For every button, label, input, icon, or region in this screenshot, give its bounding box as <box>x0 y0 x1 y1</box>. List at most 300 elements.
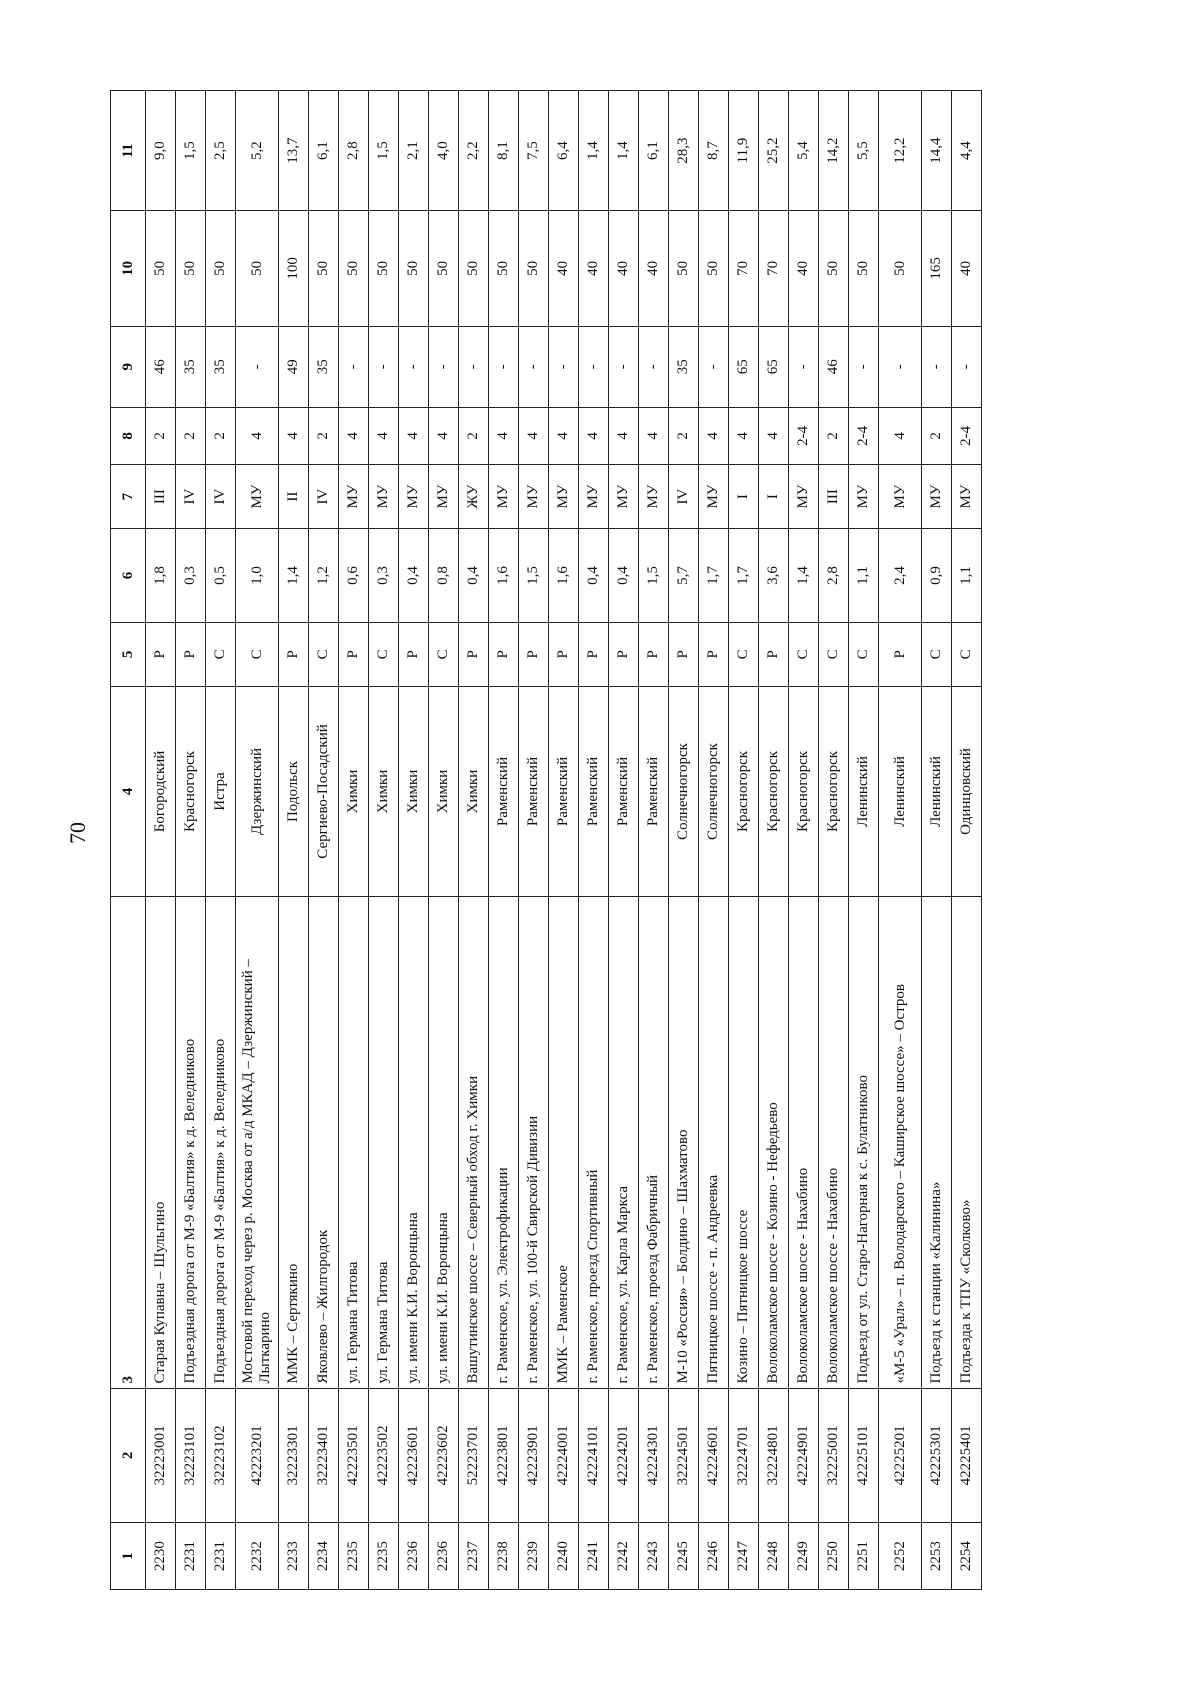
table-cell-col-11: 6,1 <box>309 91 339 211</box>
header-col-2: 2 <box>111 1388 146 1523</box>
table-cell-col-9: - <box>579 326 609 407</box>
table-cell-col-1: 2235 <box>339 1523 369 1590</box>
table-cell-col-10: 70 <box>729 211 759 326</box>
table-cell-col-7: МУ <box>549 464 579 528</box>
table-cell-col-3: Мостовой переход через р. Москва от а/д МКАД – Дзержинский – Лыткарино <box>236 896 279 1388</box>
table-cell-col-5: С <box>236 622 279 686</box>
table-cell-col-3: Подъездная дорога от М-9 «Балтия» к д. Веледниково <box>206 896 236 1388</box>
table-cell-col-2: 42223602 <box>429 1388 459 1523</box>
table-cell-col-4: Красногорск <box>729 687 759 897</box>
table-cell-col-10: 50 <box>519 211 549 326</box>
table-cell-col-3: Подъезда к ТПУ «Сколково» <box>952 896 982 1388</box>
table-cell-col-7: МУ <box>489 464 519 528</box>
page-number: 70 <box>65 822 90 844</box>
table-cell-col-1: 2248 <box>759 1523 789 1590</box>
table-cell-col-11: 5,5 <box>849 91 879 211</box>
table-cell-col-5: С <box>309 622 339 686</box>
table-cell-col-4: Раменский <box>549 687 579 897</box>
table-cell-col-10: 50 <box>699 211 729 326</box>
table-cell-col-1: 2241 <box>579 1523 609 1590</box>
table-cell-col-3: Козино – Пятницкое шоссе <box>729 896 759 1388</box>
table-cell-col-11: 1,4 <box>609 91 639 211</box>
table-cell-col-7: МУ <box>339 464 369 528</box>
table-row <box>519 91 549 1590</box>
table-cell-col-2: 32223102 <box>206 1388 236 1523</box>
table-cell-col-3: Старая Купавна – Шульгино <box>146 896 176 1388</box>
table-cell-col-5: С <box>849 622 879 686</box>
table-cell-col-6: 1,5 <box>519 529 549 622</box>
table-cell-col-8: 4 <box>729 407 759 464</box>
table-cell-col-9: 35 <box>669 326 699 407</box>
table-cell-col-1: 2233 <box>279 1523 309 1590</box>
table-cell-col-3: Вашутинское шоссе – Северный обход г. Химки <box>459 896 489 1388</box>
table-cell-col-2: 32223301 <box>279 1388 309 1523</box>
table-cell-col-5: С <box>369 622 399 686</box>
table-cell-col-8: 2 <box>669 407 699 464</box>
table-cell-col-9: 35 <box>206 326 236 407</box>
table-cell-col-6: 0,3 <box>176 529 206 622</box>
table-cell-col-5: Р <box>279 622 309 686</box>
table-cell-col-2: 42224101 <box>579 1388 609 1523</box>
table-cell-col-7: IV <box>669 464 699 528</box>
table-row <box>309 91 339 1590</box>
table-cell-col-3: Волоколамское шоссе - Нахабино <box>819 896 849 1388</box>
table-cell-col-4: Химки <box>399 687 429 897</box>
table-cell-col-3: г. Раменское, ул. Карла Маркса <box>609 896 639 1388</box>
table-cell-col-11: 13,7 <box>279 91 309 211</box>
table-cell-col-3: ул. Германа Титова <box>369 896 399 1388</box>
table-row <box>279 91 309 1590</box>
table-cell-col-2: 42224001 <box>549 1388 579 1523</box>
table-cell-col-3: Подъезд от ул. Старо-Нагорная к с. Булатниково <box>849 896 879 1388</box>
table-cell-col-6: 2,4 <box>879 529 922 622</box>
table-cell-col-7: I <box>759 464 789 528</box>
table-row <box>669 91 699 1590</box>
table-row <box>339 91 369 1590</box>
table-cell-col-11: 1,5 <box>176 91 206 211</box>
table-row <box>459 91 489 1590</box>
table-cell-col-8: 2-4 <box>789 407 819 464</box>
table-cell-col-9: 49 <box>279 326 309 407</box>
table-cell-col-1: 2250 <box>819 1523 849 1590</box>
table-cell-col-1: 2239 <box>519 1523 549 1590</box>
table-cell-col-6: 3,6 <box>759 529 789 622</box>
table-cell-col-9: - <box>489 326 519 407</box>
table-cell-col-7: МУ <box>879 464 922 528</box>
table-cell-col-11: 8,1 <box>489 91 519 211</box>
table-cell-col-8: 2 <box>819 407 849 464</box>
table-cell-col-2: 42225101 <box>849 1388 879 1523</box>
table-cell-col-4: Красногорск <box>176 687 206 897</box>
table-cell-col-4: Солнечногорск <box>669 687 699 897</box>
table-cell-col-11: 8,7 <box>699 91 729 211</box>
table-cell-col-11: 1,5 <box>369 91 399 211</box>
table-cell-col-7: МУ <box>699 464 729 528</box>
header-col-6: 6 <box>111 529 146 622</box>
table-cell-col-4: Раменский <box>639 687 669 897</box>
table-cell-col-6: 1,2 <box>309 529 339 622</box>
table-cell-col-4: Раменский <box>519 687 549 897</box>
table-cell-col-4: Дзержинский <box>236 687 279 897</box>
table-cell-col-8: 4 <box>579 407 609 464</box>
table-cell-col-4: Химки <box>459 687 489 897</box>
table-cell-col-11: 6,4 <box>549 91 579 211</box>
table-cell-col-4: Богородский <box>146 687 176 897</box>
table-cell-col-4: Солнечногорск <box>699 687 729 897</box>
table-cell-col-4: Ленинский <box>879 687 922 897</box>
table-cell-col-1: 2237 <box>459 1523 489 1590</box>
table-cell-col-4: Истра <box>206 687 236 897</box>
table-header-row <box>111 91 146 1590</box>
table-cell-col-7: МУ <box>369 464 399 528</box>
table-cell-col-9: 35 <box>176 326 206 407</box>
table-row <box>176 91 206 1590</box>
table-cell-col-10: 50 <box>879 211 922 326</box>
table-cell-col-3: ММК – Раменское <box>549 896 579 1388</box>
table-cell-col-4: Раменский <box>579 687 609 897</box>
header-col-4: 4 <box>111 687 146 897</box>
table-cell-col-11: 1,4 <box>579 91 609 211</box>
table-cell-col-9: - <box>639 326 669 407</box>
table-cell-col-5: С <box>922 622 952 686</box>
table-cell-col-1: 2243 <box>639 1523 669 1590</box>
table-cell-col-7: МУ <box>639 464 669 528</box>
table-cell-col-3: М-10 «Россия» – Болдино – Шахматово <box>669 896 699 1388</box>
table-cell-col-10: 40 <box>549 211 579 326</box>
table-cell-col-7: IV <box>176 464 206 528</box>
table-cell-col-2: 32225001 <box>819 1388 849 1523</box>
table-cell-col-8: 2 <box>922 407 952 464</box>
table-cell-col-9: 46 <box>146 326 176 407</box>
table-row <box>146 91 176 1590</box>
table-cell-col-8: 2 <box>309 407 339 464</box>
table-cell-col-5: Р <box>339 622 369 686</box>
table-cell-col-6: 1,0 <box>236 529 279 622</box>
table-cell-col-7: II <box>279 464 309 528</box>
table-cell-col-6: 1,5 <box>639 529 669 622</box>
table-cell-col-3: «М-5 «Урал» – п. Володарского – Каширское шоссе» – Остров <box>879 896 922 1388</box>
table-cell-col-5: Р <box>699 622 729 686</box>
table-cell-col-4: Раменский <box>489 687 519 897</box>
table-cell-col-4: Ленинский <box>922 687 952 897</box>
table-cell-col-6: 0,9 <box>922 529 952 622</box>
table-cell-col-6: 1,6 <box>549 529 579 622</box>
table-row <box>849 91 879 1590</box>
table-cell-col-1: 2236 <box>429 1523 459 1590</box>
table-cell-col-6: 0,8 <box>429 529 459 622</box>
table-cell-col-2: 42224901 <box>789 1388 819 1523</box>
table-cell-col-11: 5,4 <box>789 91 819 211</box>
table-cell-col-9: - <box>922 326 952 407</box>
table-cell-col-2: 32223401 <box>309 1388 339 1523</box>
table-cell-col-9: - <box>879 326 922 407</box>
table-cell-col-8: 4 <box>489 407 519 464</box>
table-cell-col-6: 1,4 <box>789 529 819 622</box>
header-col-10: 10 <box>111 211 146 326</box>
table-cell-col-9: - <box>699 326 729 407</box>
table-cell-col-10: 40 <box>579 211 609 326</box>
table-row <box>369 91 399 1590</box>
table-cell-col-5: Р <box>639 622 669 686</box>
table-cell-col-10: 40 <box>789 211 819 326</box>
table-cell-col-4: Химки <box>429 687 459 897</box>
table-cell-col-2: 32224701 <box>729 1388 759 1523</box>
table-cell-col-4: Ленинский <box>849 687 879 897</box>
table-cell-col-7: МУ <box>849 464 879 528</box>
table-cell-col-1: 2245 <box>669 1523 699 1590</box>
table-cell-col-11: 5,2 <box>236 91 279 211</box>
table-cell-col-9: - <box>849 326 879 407</box>
header-col-5: 5 <box>111 622 146 686</box>
table-cell-col-10: 50 <box>309 211 339 326</box>
table-cell-col-5: Р <box>176 622 206 686</box>
table-cell-col-3: Яковлево – Жилгородок <box>309 896 339 1388</box>
table-cell-col-10: 40 <box>609 211 639 326</box>
table-cell-col-2: 52223701 <box>459 1388 489 1523</box>
table-cell-col-10: 50 <box>399 211 429 326</box>
table-cell-col-6: 0,3 <box>369 529 399 622</box>
table-cell-col-7: IV <box>206 464 236 528</box>
table-cell-col-7: МУ <box>579 464 609 528</box>
table-cell-col-3: Пятницкое шоссе - п. Андреевка <box>699 896 729 1388</box>
table-row <box>922 91 952 1590</box>
table-cell-col-2: 42224301 <box>639 1388 669 1523</box>
table-cell-col-9: - <box>369 326 399 407</box>
table-cell-col-6: 1,7 <box>699 529 729 622</box>
table-cell-col-8: 2 <box>206 407 236 464</box>
table-cell-col-4: Химки <box>339 687 369 897</box>
table-cell-col-7: IV <box>309 464 339 528</box>
table-cell-col-8: 4 <box>639 407 669 464</box>
table-cell-col-8: 2-4 <box>952 407 982 464</box>
table-cell-col-9: - <box>609 326 639 407</box>
table-cell-col-8: 4 <box>236 407 279 464</box>
table-cell-col-7: МУ <box>519 464 549 528</box>
header-col-11: 11 <box>111 91 146 211</box>
table-cell-col-2: 42223201 <box>236 1388 279 1523</box>
table-row <box>399 91 429 1590</box>
table-cell-col-1: 2235 <box>369 1523 399 1590</box>
table-cell-col-5: С <box>952 622 982 686</box>
table-cell-col-5: Р <box>759 622 789 686</box>
table-cell-col-11: 7,5 <box>519 91 549 211</box>
table-cell-col-3: г. Раменское, ул. 100-й Свирской Дивизии <box>519 896 549 1388</box>
table-cell-col-11: 12,2 <box>879 91 922 211</box>
table-cell-col-3: г. Раменское, проезд Фабричный <box>639 896 669 1388</box>
table-cell-col-11: 2,2 <box>459 91 489 211</box>
table-cell-col-1: 2236 <box>399 1523 429 1590</box>
table-cell-col-8: 4 <box>369 407 399 464</box>
table-cell-col-7: МУ <box>922 464 952 528</box>
table-cell-col-1: 2249 <box>789 1523 819 1590</box>
table-cell-col-10: 100 <box>279 211 309 326</box>
table-cell-col-4: Красногорск <box>759 687 789 897</box>
table-cell-col-10: 50 <box>489 211 519 326</box>
table-cell-col-4: Красногорск <box>789 687 819 897</box>
table-cell-col-1: 2246 <box>699 1523 729 1590</box>
header-col-1: 1 <box>111 1523 146 1590</box>
table-cell-col-5: Р <box>579 622 609 686</box>
table-cell-col-9: 65 <box>759 326 789 407</box>
table-cell-col-7: III <box>146 464 176 528</box>
table-cell-col-10: 50 <box>176 211 206 326</box>
table-cell-col-8: 4 <box>879 407 922 464</box>
table-cell-col-10: 50 <box>669 211 699 326</box>
table-cell-col-10: 50 <box>849 211 879 326</box>
table-row <box>952 91 982 1590</box>
table-cell-col-8: 2 <box>146 407 176 464</box>
table-cell-col-5: Р <box>609 622 639 686</box>
header-col-9: 9 <box>111 326 146 407</box>
table-cell-col-11: 4,0 <box>429 91 459 211</box>
table-cell-col-1: 2230 <box>146 1523 176 1590</box>
table-cell-col-4: Химки <box>369 687 399 897</box>
table-cell-col-6: 1,1 <box>952 529 982 622</box>
table-cell-col-6: 0,4 <box>609 529 639 622</box>
table-cell-col-3: ММК – Сертякино <box>279 896 309 1388</box>
table-cell-col-9: - <box>399 326 429 407</box>
table-row <box>759 91 789 1590</box>
table-cell-col-2: 42223901 <box>519 1388 549 1523</box>
table-cell-col-11: 9,0 <box>146 91 176 211</box>
table-row <box>609 91 639 1590</box>
table-cell-col-1: 2240 <box>549 1523 579 1590</box>
table-cell-col-5: С <box>789 622 819 686</box>
table-cell-col-2: 42224201 <box>609 1388 639 1523</box>
table-cell-col-3: Волоколамское шоссе - Козино - Нефедьево <box>759 896 789 1388</box>
table-cell-col-10: 40 <box>952 211 982 326</box>
table-cell-col-9: 46 <box>819 326 849 407</box>
table-cell-col-9: - <box>549 326 579 407</box>
table-cell-col-2: 32223001 <box>146 1388 176 1523</box>
table-cell-col-9: - <box>952 326 982 407</box>
table-cell-col-11: 11,9 <box>729 91 759 211</box>
table-row <box>236 91 279 1590</box>
table-cell-col-11: 2,1 <box>399 91 429 211</box>
table-row <box>489 91 519 1590</box>
table-cell-col-1: 2254 <box>952 1523 982 1590</box>
table-cell-col-9: 35 <box>309 326 339 407</box>
table-cell-col-6: 0,4 <box>579 529 609 622</box>
table-cell-col-2: 42223501 <box>339 1388 369 1523</box>
table-cell-col-6: 1,6 <box>489 529 519 622</box>
table-cell-col-2: 32224501 <box>669 1388 699 1523</box>
table-cell-col-5: Р <box>459 622 489 686</box>
table-cell-col-1: 2231 <box>206 1523 236 1590</box>
table-cell-col-10: 50 <box>459 211 489 326</box>
table-cell-col-8: 4 <box>399 407 429 464</box>
table-cell-col-1: 2234 <box>309 1523 339 1590</box>
table-cell-col-3: Подъездная дорога от М-9 «Балтия» к д. Веледниково <box>176 896 206 1388</box>
table-cell-col-10: 40 <box>639 211 669 326</box>
table-cell-col-5: Р <box>669 622 699 686</box>
table-cell-col-7: I <box>729 464 759 528</box>
table-cell-col-8: 4 <box>609 407 639 464</box>
table-cell-col-3: ул. имени К.И. Воронцына <box>429 896 459 1388</box>
table-cell-col-11: 6,1 <box>639 91 669 211</box>
table-row <box>819 91 849 1590</box>
table-cell-col-11: 2,8 <box>339 91 369 211</box>
table-cell-col-5: Р <box>489 622 519 686</box>
table-cell-col-4: Подольск <box>279 687 309 897</box>
table-cell-col-3: Волоколамское шоссе - Нахабино <box>789 896 819 1388</box>
table-cell-col-9: - <box>789 326 819 407</box>
table-cell-col-7: МУ <box>952 464 982 528</box>
table-cell-col-11: 2,5 <box>206 91 236 211</box>
table-cell-col-1: 2253 <box>922 1523 952 1590</box>
table-cell-col-2: 42223502 <box>369 1388 399 1523</box>
header-col-7: 7 <box>111 464 146 528</box>
table-cell-col-3: г. Раменское, проезд Спортивный <box>579 896 609 1388</box>
table-cell-col-2: 42223801 <box>489 1388 519 1523</box>
table-cell-col-6: 1,7 <box>729 529 759 622</box>
table-cell-col-1: 2231 <box>176 1523 206 1590</box>
table-body <box>146 91 982 1590</box>
table-cell-col-4: Красногорск <box>819 687 849 897</box>
table-cell-col-5: Р <box>519 622 549 686</box>
table-cell-col-3: г. Раменское, ул. Электрофикации <box>489 896 519 1388</box>
table-cell-col-3: ул. Германа Титова <box>339 896 369 1388</box>
table-cell-col-4: Сергиево-Посадский <box>309 687 339 897</box>
table-cell-col-6: 0,4 <box>399 529 429 622</box>
table-row <box>639 91 669 1590</box>
table-cell-col-10: 50 <box>429 211 459 326</box>
table-row <box>579 91 609 1590</box>
table-cell-col-6: 0,5 <box>206 529 236 622</box>
table-cell-col-8: 4 <box>759 407 789 464</box>
table-cell-col-7: МУ <box>429 464 459 528</box>
table-cell-col-10: 50 <box>236 211 279 326</box>
table-row <box>699 91 729 1590</box>
table-cell-col-11: 14,4 <box>922 91 952 211</box>
header-col-8: 8 <box>111 407 146 464</box>
table-cell-col-9: - <box>429 326 459 407</box>
table-cell-col-6: 1,4 <box>279 529 309 622</box>
table-cell-col-11: 14,2 <box>819 91 849 211</box>
table-cell-col-6: 0,4 <box>459 529 489 622</box>
table-cell-col-1: 2238 <box>489 1523 519 1590</box>
table-cell-col-4: Одинцовский <box>952 687 982 897</box>
table-cell-col-6: 1,1 <box>849 529 879 622</box>
table-cell-col-7: МУ <box>399 464 429 528</box>
table-cell-col-6: 1,8 <box>146 529 176 622</box>
table-cell-col-5: С <box>206 622 236 686</box>
table-cell-col-8: 4 <box>519 407 549 464</box>
table-cell-col-5: С <box>819 622 849 686</box>
table-row <box>879 91 922 1590</box>
table-cell-col-9: - <box>459 326 489 407</box>
table-cell-col-3: Подъезд к станции «Калинина» <box>922 896 952 1388</box>
table-cell-col-7: III <box>819 464 849 528</box>
table-cell-col-2: 32223101 <box>176 1388 206 1523</box>
table-row <box>429 91 459 1590</box>
table-cell-col-11: 4,4 <box>952 91 982 211</box>
table-cell-col-5: С <box>429 622 459 686</box>
table-row <box>729 91 759 1590</box>
table-cell-col-1: 2242 <box>609 1523 639 1590</box>
rotated-table-container <box>110 90 1070 1590</box>
table-cell-col-2: 42224601 <box>699 1388 729 1523</box>
table-cell-col-3: ул. имени К.И. Воронцына <box>399 896 429 1388</box>
table-row <box>789 91 819 1590</box>
table-cell-col-1: 2252 <box>879 1523 922 1590</box>
table-cell-col-1: 2251 <box>849 1523 879 1590</box>
table-row <box>549 91 579 1590</box>
table-cell-col-8: 2 <box>459 407 489 464</box>
table-cell-col-8: 4 <box>699 407 729 464</box>
table-cell-col-10: 50 <box>819 211 849 326</box>
table-cell-col-5: С <box>729 622 759 686</box>
